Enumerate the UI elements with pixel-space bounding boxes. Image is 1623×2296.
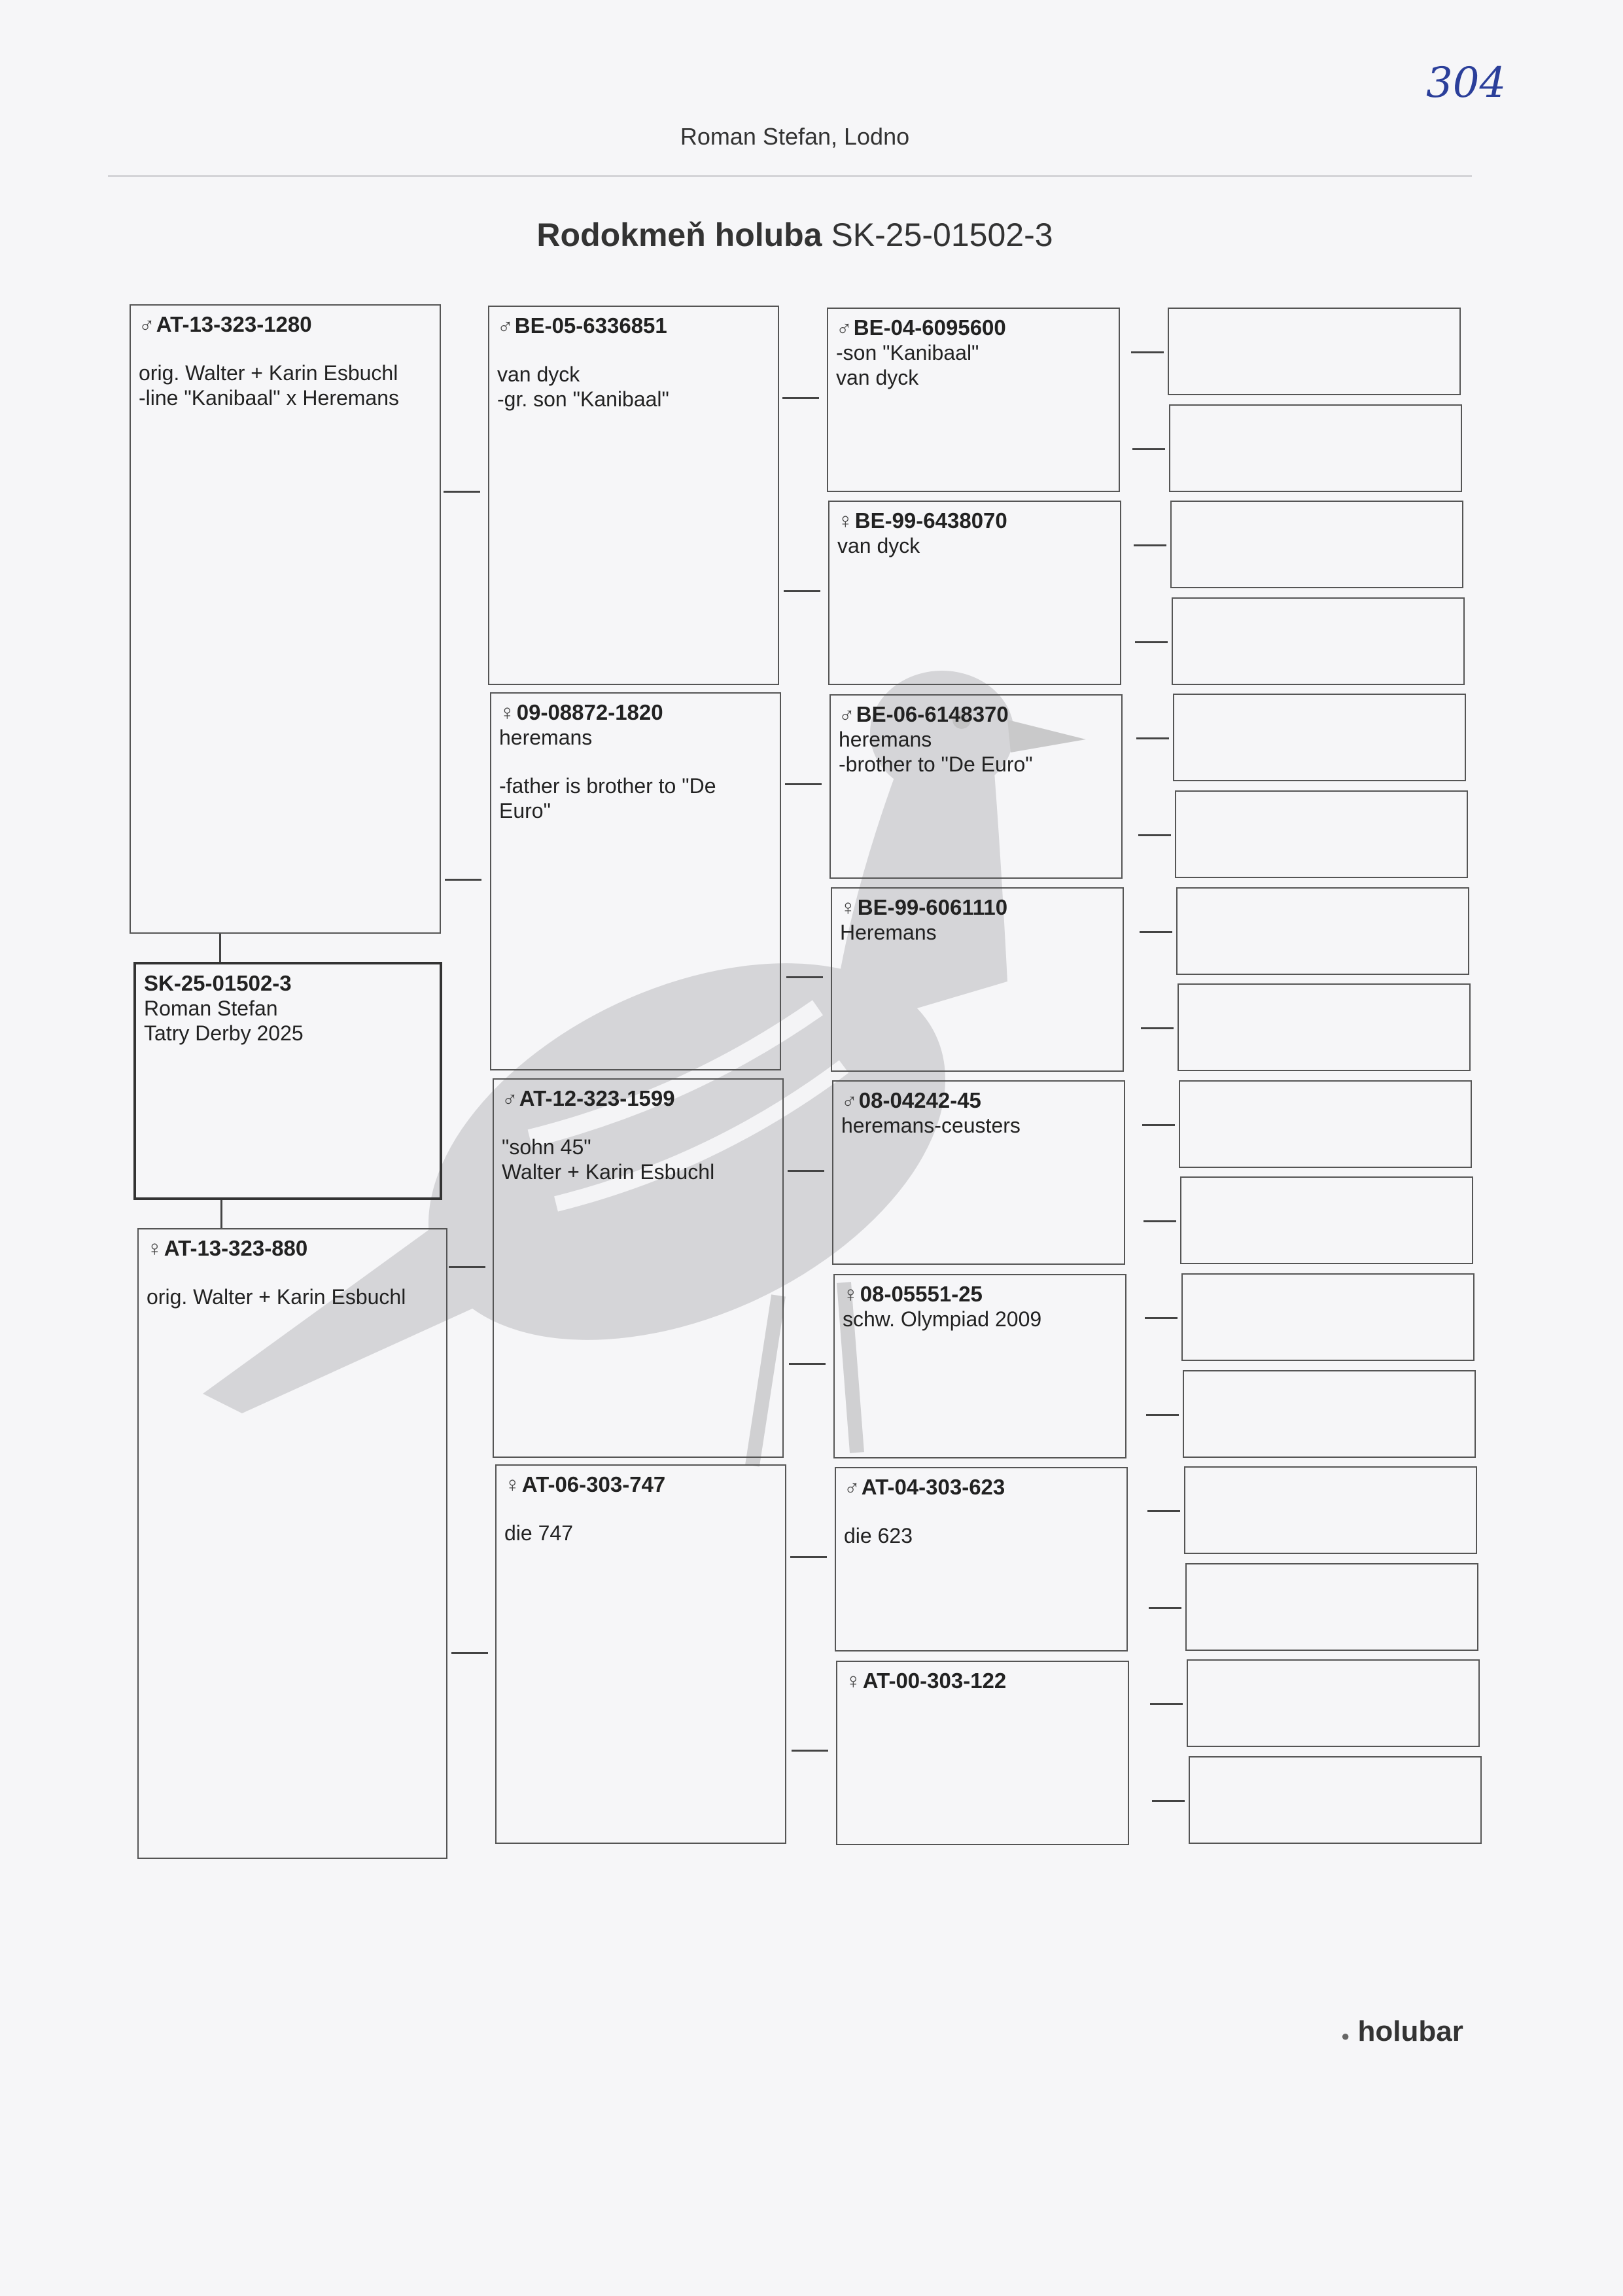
female-symbol-icon: ♀ [840,895,856,919]
pedigree-note: die 747 [504,1521,573,1545]
ring-text: AT-00-303-122 [862,1669,1007,1693]
connector [1152,1800,1185,1802]
male-symbol-icon: ♂ [841,1088,858,1112]
ring-number [504,1472,777,1497]
empty-ancestor-box[interactable] [1178,983,1471,1071]
empty-ancestor-box[interactable] [1187,1659,1480,1747]
ring-number [836,315,1111,340]
ring-text: BE-05-6336851 [514,313,667,338]
male-symbol-icon: ♂ [497,313,514,338]
ring-text: AT-13-323-880 [164,1236,308,1260]
connector [1142,1124,1175,1126]
connector [1135,641,1168,643]
ring-text: BE-99-6438070 [854,508,1007,533]
ring-text: AT-04-303-623 [861,1475,1005,1499]
empty-ancestor-box[interactable] [1175,790,1468,878]
connector [451,1652,488,1654]
pedigree-note [844,1500,1119,1523]
connector [789,1363,826,1365]
pedigree-note [139,337,432,361]
great-grandparent-box[interactable] [836,1661,1129,1845]
connector [786,976,823,978]
connector [792,1750,828,1752]
pedigree-note [504,1497,777,1521]
pedigree-note: orig. Walter + Karin Esbuchl [147,1285,406,1309]
ring-number [139,312,432,337]
connector [1149,1607,1181,1609]
breeder-header: Roman Stefan, Lodno [680,123,910,150]
female-symbol-icon: ♀ [504,1472,521,1496]
pedigree-note: heremans [839,728,932,751]
great-grandparent-box[interactable] [829,694,1123,879]
great-grandparent-box[interactable] [833,1274,1126,1458]
connector [788,1170,824,1172]
handwritten-page-number: 304 [1426,59,1507,107]
connector [1143,1220,1176,1222]
empty-ancestor-box[interactable] [1179,1080,1472,1168]
male-symbol-icon: ♂ [839,702,855,726]
connector [1131,351,1164,353]
pedigree-note: schw. Olympiad 2009 [843,1307,1042,1331]
empty-ancestor-box[interactable] [1185,1563,1478,1651]
female-symbol-icon: ♀ [837,508,854,533]
connector [1136,737,1169,739]
empty-ancestor-box[interactable] [1169,404,1462,492]
empty-ancestor-box[interactable] [1181,1273,1475,1361]
ring-text: AT-12-323-1599 [519,1086,675,1110]
connector [784,590,820,592]
ring-text: AT-06-303-747 [521,1472,666,1496]
ring-number [844,1475,1119,1500]
page-title [0,216,1590,254]
connector [219,934,221,962]
connector [1146,1414,1179,1416]
great-grandparent-box[interactable] [832,1080,1125,1265]
header-divider [108,175,1472,177]
empty-ancestor-box[interactable] [1173,694,1466,781]
pedigree-note: -gr. son "Kanibaal" [497,387,669,411]
connector [1134,544,1166,546]
empty-ancestor-box[interactable] [1172,597,1465,685]
sire-box[interactable] [130,304,441,934]
empty-ancestor-box[interactable] [1170,501,1463,588]
ring-number [839,702,1113,727]
empty-ancestor-box[interactable] [1176,887,1469,975]
ring-number [147,1236,438,1261]
subject-ring: SK-25-01502-3 [144,971,292,995]
grandparent-box[interactable] [488,306,779,685]
empty-ancestor-box[interactable] [1168,308,1461,395]
connector [785,783,822,785]
grandparent-box[interactable] [495,1464,786,1844]
female-symbol-icon: ♀ [843,1282,859,1306]
subject-line: Roman Stefan [144,997,278,1020]
ring-number [837,508,1112,533]
connector [1150,1703,1183,1705]
ring-text: BE-04-6095600 [853,315,1006,340]
pedigree-note: -son "Kanibaal" [836,341,979,364]
title-ring: SK-25-01502-3 [831,217,1053,253]
pedigree-note: -father is brother to "De Euro" [499,774,722,822]
ring-number [843,1282,1117,1307]
connector [1132,448,1165,450]
connector [1138,834,1171,836]
pedigree-note [502,1111,775,1135]
pedigree-note: heremans [499,726,593,749]
pedigree-note: Heremans [840,921,937,944]
dam-box[interactable] [137,1228,447,1859]
subject-box[interactable] [133,962,442,1200]
logo-dot-icon: ● [1341,2028,1350,2044]
pedigree-note: van dyck [497,362,580,386]
male-symbol-icon: ♂ [836,315,852,340]
ring-text: 08-04242-45 [858,1088,981,1112]
pedigree-note: heremans-ceusters [841,1114,1021,1137]
ring-number [845,1669,1120,1693]
female-symbol-icon: ♀ [499,700,515,724]
pedigree-note: -brother to "De Euro" [839,752,1033,776]
ring-text: AT-13-323-1280 [156,312,312,336]
great-grandparent-box[interactable] [831,887,1124,1072]
connector [445,879,481,881]
ring-text: BE-06-6148370 [856,702,1009,726]
ring-number [499,700,772,725]
title-label: Rodokmeň holuba [536,217,822,253]
connector [1141,1027,1174,1029]
empty-ancestor-box[interactable] [1189,1756,1482,1844]
connector [1147,1510,1180,1512]
great-grandparent-box[interactable] [827,308,1120,492]
ring-text: 08-05551-25 [860,1282,983,1306]
pedigree-note: die 623 [844,1524,913,1547]
ring-number [502,1086,775,1111]
ring-text: 09-08872-1820 [516,700,663,724]
pedigree-note: orig. Walter + Karin Esbuchl [139,361,398,385]
male-symbol-icon: ♂ [844,1475,860,1499]
connector [449,1266,485,1268]
ring-text: BE-99-6061110 [857,895,1008,919]
empty-ancestor-box[interactable] [1180,1176,1473,1264]
male-symbol-icon: ♂ [139,312,155,336]
grandparent-box[interactable] [490,692,781,1070]
pedigree-note [497,338,770,362]
connector [782,397,819,399]
pedigree-note: "sohn 45" [502,1135,591,1159]
subject-line: Tatry Derby 2025 [144,1021,304,1045]
great-grandparent-box[interactable] [835,1467,1128,1651]
ring-number [840,895,1115,920]
grandparent-box[interactable] [493,1078,784,1458]
connector [1145,1317,1178,1319]
ring-number [497,313,770,338]
female-symbol-icon: ♀ [845,1669,862,1693]
male-symbol-icon: ♂ [502,1086,518,1110]
great-grandparent-box[interactable] [828,501,1121,685]
holubar-logo [1341,2015,1463,2048]
connector [220,1200,222,1228]
pedigree-note [147,1261,438,1284]
female-symbol-icon: ♀ [147,1236,163,1260]
pedigree-note: -line "Kanibaal" x Heremans [139,386,400,410]
pedigree-note [499,750,772,773]
connector [790,1556,827,1558]
empty-ancestor-box[interactable] [1183,1370,1476,1458]
connector [1140,931,1172,933]
connector [444,491,480,493]
pedigree-note: Walter + Karin Esbuchl [502,1160,715,1184]
empty-ancestor-box[interactable] [1184,1466,1477,1554]
pedigree-note: van dyck [837,534,920,557]
pedigree-note: van dyck [836,366,919,389]
ring-number [841,1088,1116,1113]
logo-text: holubar [1357,2015,1463,2047]
